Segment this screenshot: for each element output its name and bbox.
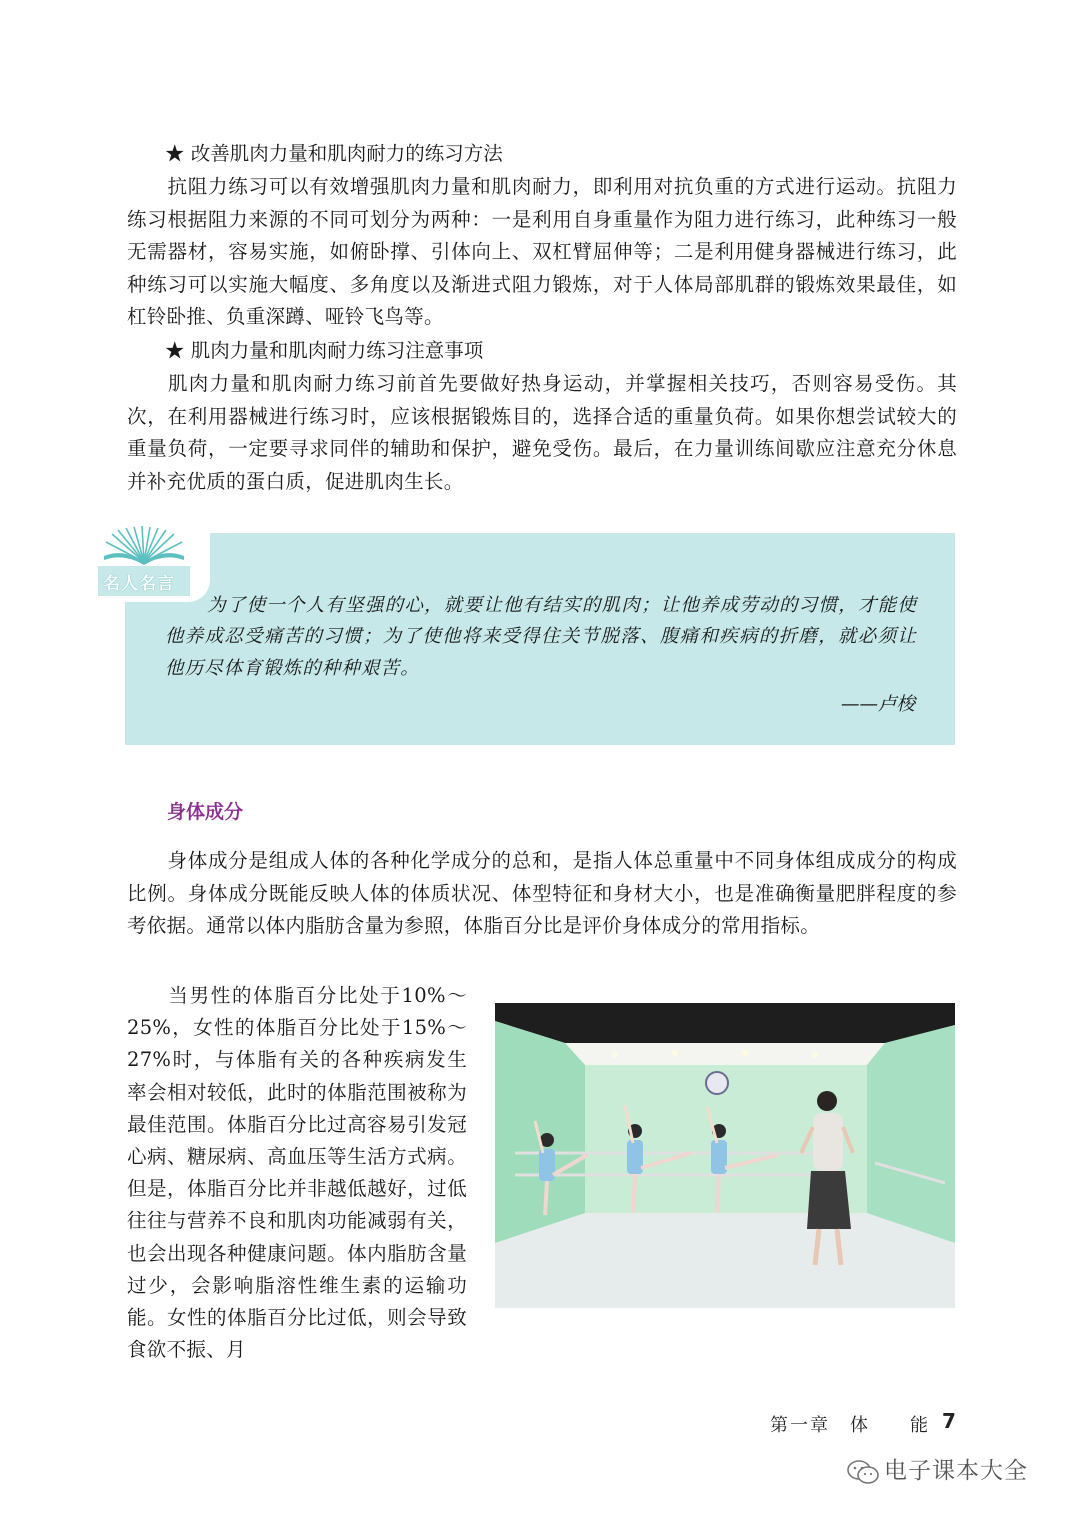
body-composition-intro: 身体成分是组成人体的各种化学成分的总和，是指人体总重量中不同身体组成成分的构成比例。身体成分既能反映人体的体质状况、体型特征和身材大小，也是准确衡量肥胖程度的参考依据。通常以体内脂肪含量为参照，体脂百分比是评价身体成分的常用指标。 [127,849,957,938]
open-book-icon [102,526,186,566]
quote-label: 名人名言 [103,574,175,594]
body-composition-detail: 当男性的体脂百分比处于10%～25%，女性的体脂百分比处于15%～27%时，与体脂有关的各种疾病发生率会相对较低，此时的体脂范围被称为最佳范围。体脂百分比过高容易引发冠心病、糖尿病、高血压等生活方式病。但是，体脂百分比并非越低越好，过低往往与营养不良和肌肉功能减弱有关，也会出现各种健康问题。体内脂肪含量过少，会影响脂溶性维生素的运输功能。女性的体脂百分比过低，则会导致食欲不振、月 [127,984,467,1362]
quote-author: ——卢梭 [840,694,915,715]
training-method-text: 抗阻力练习可以有效增强肌肉力量和肌肉耐力，即利用对抗负重的方式进行运动。抗阻力练习根据阻力来源的不同可划分为两种：一是利用自身重量作为阻力进行练习，此种练习一般无需器材，容易实施，如俯卧撑、引体向上、双杠臂屈伸等；二是利用健身器械进行练习，此种练习可以实施大幅度、多角度以及渐进式阻力锻炼，对于人体局部肌群的锻炼效果最佳，如杠铃卧推、负重深蹲、哑铃飞鸟等。 [127,175,957,329]
watermark-text: 电子课本大全 [884,1458,1028,1484]
quote-text: 为了使一个人有坚强的心，就要让他有结实的肌肉；让他养成劳动的习惯，才能使他养成忍受痛苦的习惯；为了使他将来受得住关节脱落、腹痛和疾病的折磨，就必须让他历尽体育锻炼的种种艰苦。 [165,595,917,679]
precautions-text: 肌肉力量和肌肉耐力练习前首先要做好热身运动，并掌握相关技巧，否则容易受伤。其次，在利用器械进行练习时，应该根据锻炼目的，选择合适的重量负荷。如果你想尝试较大的重量负荷，一定要寻求同伴的辅助和保护，避免受伤。最后，在力量训练间歇应注意充分休息并补充优质的蛋白质，促进肌肉生长。 [127,372,957,493]
ballet-class-photo [495,1003,955,1308]
section-title-body-composition: 身体成分 [167,801,244,823]
page-number: 7 [942,1409,956,1433]
training-method-heading: ★ 改善肌肉力量和肌肉耐力的练习方法 [165,142,503,165]
footer-chapter: 第一章 体 能 [770,1415,930,1436]
precautions-heading: ★ 肌肉力量和肌肉耐力练习注意事项 [165,339,484,362]
watermark [846,1452,1028,1485]
wechat-icon [846,1459,880,1485]
